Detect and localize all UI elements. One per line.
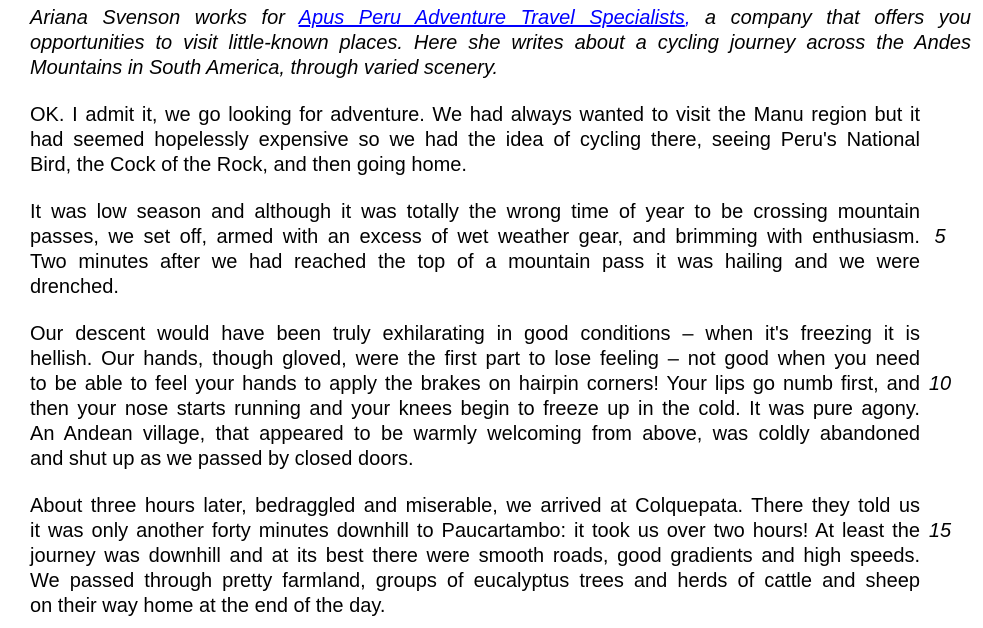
line-number: 10 [928, 373, 952, 395]
body-paragraph [30, 103, 920, 178]
link-trailing-comma: , [684, 7, 691, 29]
text-line: Two minutes after we had reached the top of a mountain pass it was hailing and we were [30, 251, 920, 273]
text-line: and shut up as we passed by closed doors. [30, 448, 414, 470]
text-line: About three hours later, bedraggled and miserable, we arrived at Colquepata. There they told us [30, 495, 920, 517]
text-line: drenched. [30, 276, 119, 298]
text-line: then your nose starts running and your knees begin to freeze up in the cold. It was pure agony. [30, 398, 920, 420]
apus-peru-link[interactable]: Apus Peru Adventure Travel Specialists [298, 7, 685, 29]
intro-line-3: Mountains in South America, through varied scenery. [30, 57, 499, 79]
text-line: An Andean village, that appeared to be warmly welcoming from above, was coldly abandoned [30, 423, 920, 445]
text-line: had seemed hopelessly expensive so we had the idea of cycling there, seeing Peru's National [30, 129, 920, 151]
text-line: to be able to feel your hands to apply the brakes on hairpin corners! Your lips go numb first, and 10 [30, 372, 920, 397]
intro-text-after-link: a company that offers you [690, 7, 972, 29]
text-line: We passed through pretty farmland, groups of eucalyptus trees and herds of cattle and sheep [30, 570, 920, 592]
intro-line-2: opportunities to visit little-known places. Here she writes about a cycling journey across the Andes [30, 32, 971, 54]
body-paragraph [30, 200, 946, 300]
body-paragraphs [30, 103, 983, 619]
intro-line-1 [30, 6, 971, 31]
text-line: passes, we set off, armed with an excess of wet weather gear, and brimming with enthusiasm. 5 [30, 225, 920, 250]
line-number: 15 [928, 520, 952, 542]
intro-paragraph [30, 6, 971, 81]
text-line: Bird, the Cock of the Rock, and then going home. [30, 154, 467, 176]
text-line: journey was downhill and at its best there were smooth roads, good gradients and high speeds. [30, 545, 920, 567]
text-line: OK. I admit it, we go looking for adventure. We had always wanted to visit the Manu region but it [30, 104, 920, 126]
text-line: on their way home at the end of the day. [30, 595, 386, 617]
text-line: hellish. Our hands, though gloved, were the first part to lose feeling – not good when you need [30, 348, 920, 370]
text-line: Our descent would have been truly exhilarating in good conditions – when it's freezing it is [30, 323, 920, 345]
text-line: It was low season and although it was totally the wrong time of year to be crossing mountain [30, 201, 920, 223]
line-number: 5 [934, 226, 946, 248]
intro-text-before-link: Ariana Svenson works for [30, 7, 299, 29]
body-paragraph [30, 322, 952, 472]
body-paragraph [30, 494, 952, 619]
text-line: it was only another forty minutes downhill to Paucartambo: it took us over two hours! At least the 15 [30, 519, 920, 544]
